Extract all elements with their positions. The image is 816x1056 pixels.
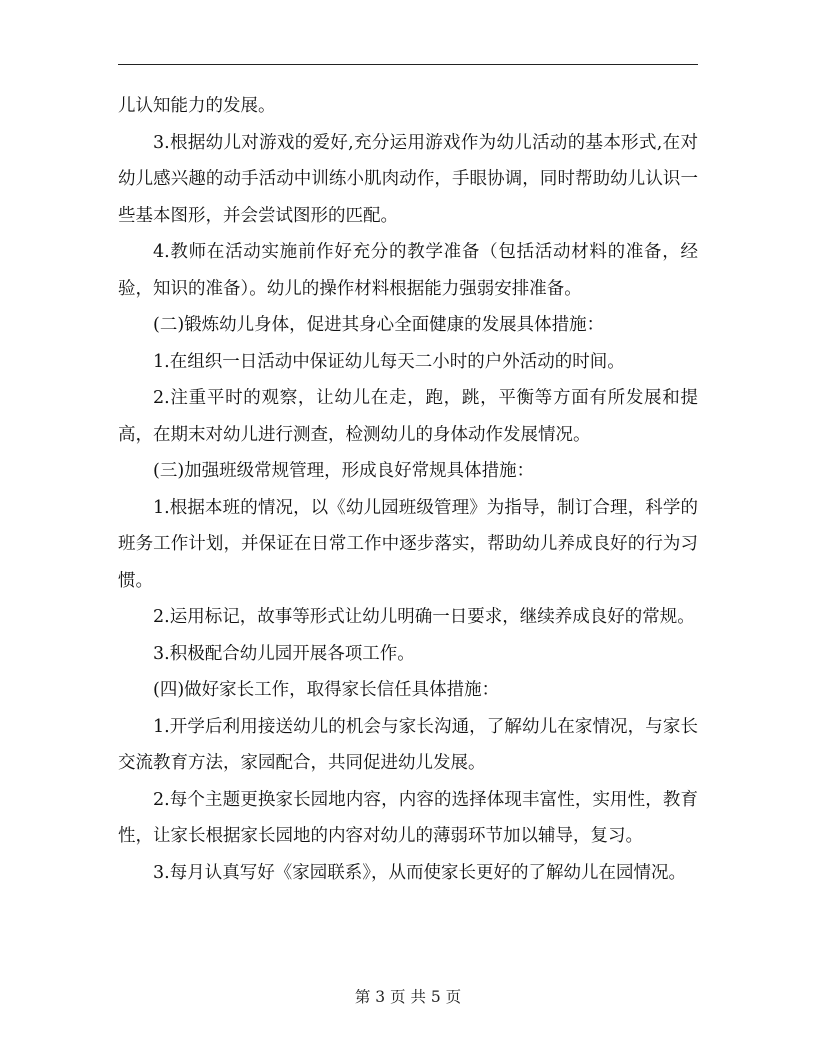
page-number-footer: 第 3 页 共 5 页	[354, 988, 462, 1006]
paragraph: 4.教师在活动实施前作好充分的教学准备（包括活动材料的准备，经验，知识的准备）。幼儿的操作材料根据能力强弱安排准备。	[118, 242, 698, 299]
document-body	[118, 88, 698, 891]
paragraph: 1.根据本班的情况，以《幼儿园班级管理》为指导，制订合理，科学的班务工作计划，并保证在日常工作中逐步落实，帮助幼儿养成良好的行为习惯。	[118, 497, 698, 591]
section-heading: (四)做好家长工作，取得家长信任具体措施：	[153, 680, 500, 700]
paragraph: 2.运用标记，故事等形式让幼儿明确一日要求，继续养成良好的常规。	[153, 607, 695, 627]
paragraph: 2.每个主题更换家长园地内容，内容的选择体现丰富性，实用性，教育性，让家长根据家长园地的内容对幼儿的薄弱环节加以辅导，复习。	[118, 789, 698, 846]
header-rule	[118, 64, 698, 65]
section-heading: (三)加强班级常规管理，形成良好常规具体措施：	[153, 461, 535, 481]
paragraph-continuation: 儿认知能力的发展。	[118, 96, 276, 116]
paragraph: 3.积极配合幼儿园开展各项工作。	[153, 643, 415, 664]
paragraph: 1.开学后利用接送幼儿的机会与家长沟通，了解幼儿在家情况，与家长交流教育方法，家园配合，共同促进幼儿发展。	[118, 716, 698, 773]
paragraph: 3.每月认真写好《家园联系》，从而使家长更好的了解幼儿在园情况。	[153, 862, 686, 883]
section-heading: (二)锻炼幼儿身体，促进其身心全面健康的发展具体措施：	[153, 315, 605, 335]
paragraph: 3.根据幼儿对游戏的爱好,充分运用游戏作为幼儿活动的基本形式,在对幼儿感兴趣的动手活动中训练小肌肉动作，手眼协调，同时帮助幼儿认识一些基本图形，并会尝试图形的匹配。	[118, 132, 698, 226]
paragraph: 1.在组织一日活动中保证幼儿每天二小时的户外活动的时间。	[153, 351, 625, 372]
paragraph: 2.注重平时的观察，让幼儿在走，跑，跳，平衡等方面有所发展和提高，在期末对幼儿进行测查，检测幼儿的身体动作发展情况。	[118, 388, 698, 445]
